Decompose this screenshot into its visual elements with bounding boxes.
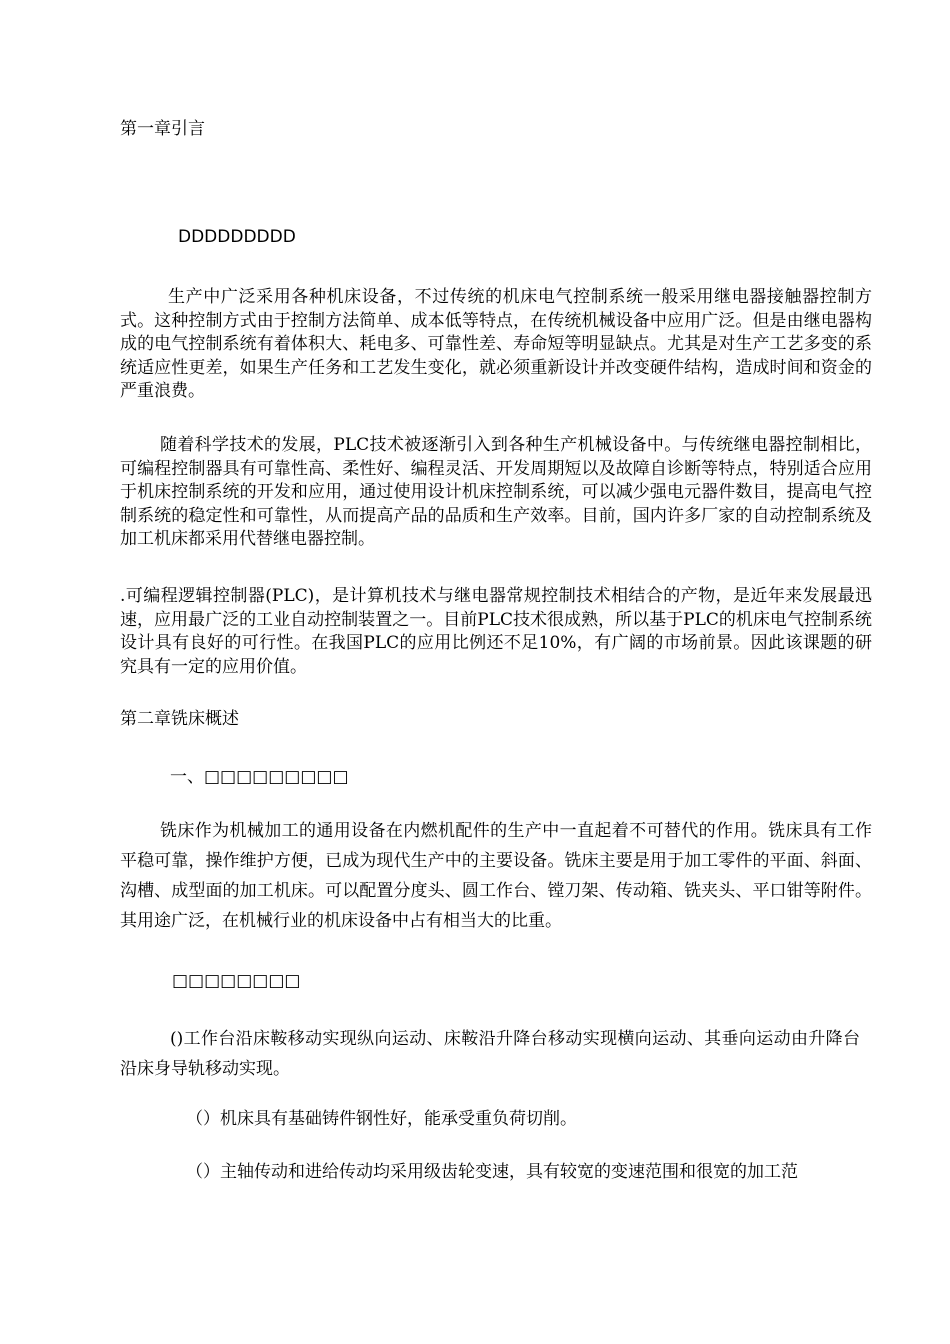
section-2-heading: □□□□□□□□ — [172, 971, 301, 991]
list-item-2: （）机床具有基础铸件钢性好，能承受重负荷切削。 — [186, 1109, 577, 1129]
section-1-heading: 一、□□□□□□□□□ — [170, 767, 349, 787]
intro-paragraph-1: 生产中广泛采用各种机床设备，不过传统的机床电气控制系统一般采用继电器接触器控制方式。这种控制方式由于控制方法简单、成本低等特点，在传统机械设备中应用广泛。但是由继电器构成的电气控制系统有着体积大、耗电多、可靠性差、寿命短等明显缺点。尤其是对生产工艺多变的系统适应性更差，如果生产任务和工艺发生变化，就必须重新设计并改变硬件结构，造成时间和资金的严重浪费。 — [120, 287, 872, 401]
chapter-1-title: 第一章引言 — [120, 119, 205, 139]
list-item-3: （）主轴传动和进给传动均采用级齿轮变速，具有较宽的变速范围和很宽的加工范 — [186, 1162, 798, 1182]
intro-paragraph-3: .可编程逻辑控制器(PLC)，是计算机技术与继电器常规控制技术相结合的产物，是近年来发展最迅速，应用最广泛的工业自动控制装置之一。目前PLC技术很成熟，所以基于PLC的机床电气控制系统设计具有良好的可行性。在我国PLC的应用比例还不足10%，有广阔的市场前景。因此该课题的研究具有一定的应用价值。 — [120, 586, 872, 677]
list-item-1: ()工作台沿床鞍移动实现纵向运动、床鞍沿升降台移动实现横向运动、其垂向运动由升降台沿床身导轨移动实现。 — [120, 1029, 860, 1079]
milling-paragraph: 铣床作为机械加工的通用设备在内燃机配件的生产中一直起着不可替代的作用。铣床具有工作平稳可靠，操作维护方便，已成为现代生产中的主要设备。铣床主要是用于加工零件的平面、斜面、沟槽、成型面的加工机床。可以配置分度头、圆工作台、镗刀架、传动箱、铣夹头、平口钳等附件。其用途广泛，在机械行业的机床设备中占有相当大的比重。 — [120, 821, 872, 931]
garbled-heading: DDDDDDDDD — [178, 227, 296, 247]
intro-paragraph-2: 随着科学技术的发展，PLC技术被逐渐引入到各种生产机械设备中。与传统继电器控制相比，可编程控制器具有可靠性高、柔性好、编程灵活、开发周期短以及故障自诊断等特点，特别适合应用于机床控制系统的开发和应用，通过使用设计机床控制系统，可以减少强电元器件数目，提高电气控制系统的稳定性和可靠性，从而提高产品的品质和生产效率。目前，国内许多厂家的自动控制系统及加工机床都采用代替继电器控制。 — [120, 435, 872, 549]
chapter-2-title: 第二章铣床概述 — [120, 709, 239, 729]
